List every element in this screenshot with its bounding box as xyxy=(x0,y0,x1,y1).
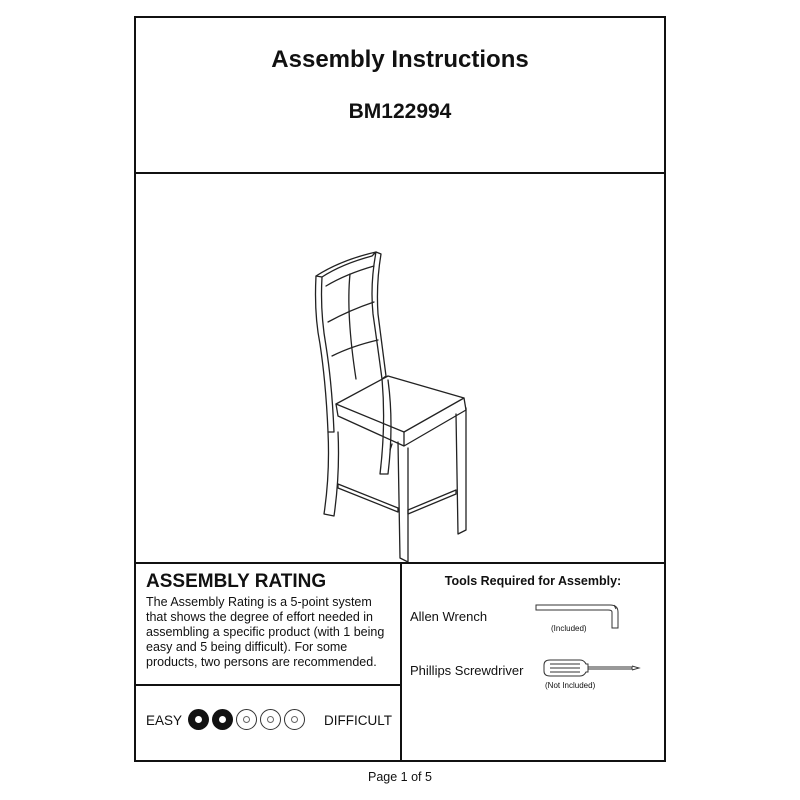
assembly-rating-section xyxy=(136,564,402,760)
page-number: Page 1 of 5 xyxy=(368,770,432,784)
rating-title: ASSEMBLY RATING xyxy=(146,571,327,592)
tool-name-phillips-screwdriver: Phillips Screwdriver xyxy=(410,663,524,678)
tool-name-allen-wrench: Allen Wrench xyxy=(410,609,488,624)
difficulty-scale xyxy=(136,686,400,760)
tool-note-phillips-screwdriver: (Not Included) xyxy=(545,681,596,690)
chair-illustration xyxy=(136,174,664,564)
rating-description: The Assembly Rating is a 5-point system that shows the degree of effort needed in assembling a specific product (with 1 being easy and 5 being difficult). For some products, two persons are recommended. xyxy=(146,595,385,669)
chair-drawing xyxy=(136,174,664,564)
header xyxy=(136,18,664,174)
easy-label: EASY xyxy=(146,713,183,728)
model-number: BM122994 xyxy=(348,100,452,123)
tool-note-allen-wrench: (Included) xyxy=(551,624,587,633)
rating-dot-5 xyxy=(284,709,305,730)
screwdriver-icon xyxy=(542,656,642,680)
rating-dot-4 xyxy=(260,709,281,730)
tools-title: Tools Required for Assembly: xyxy=(444,574,622,588)
difficult-label: DIFFICULT xyxy=(324,713,392,728)
page-title: Assembly Instructions xyxy=(271,46,529,73)
rating-dot-2 xyxy=(212,709,233,730)
rating-dot-3 xyxy=(236,709,257,730)
rating-dot-1 xyxy=(188,709,209,730)
instruction-sheet xyxy=(134,16,666,762)
tools-section xyxy=(402,564,664,760)
rating-dots xyxy=(188,709,305,730)
info-panel xyxy=(136,562,664,760)
rating-description-box xyxy=(136,564,400,686)
